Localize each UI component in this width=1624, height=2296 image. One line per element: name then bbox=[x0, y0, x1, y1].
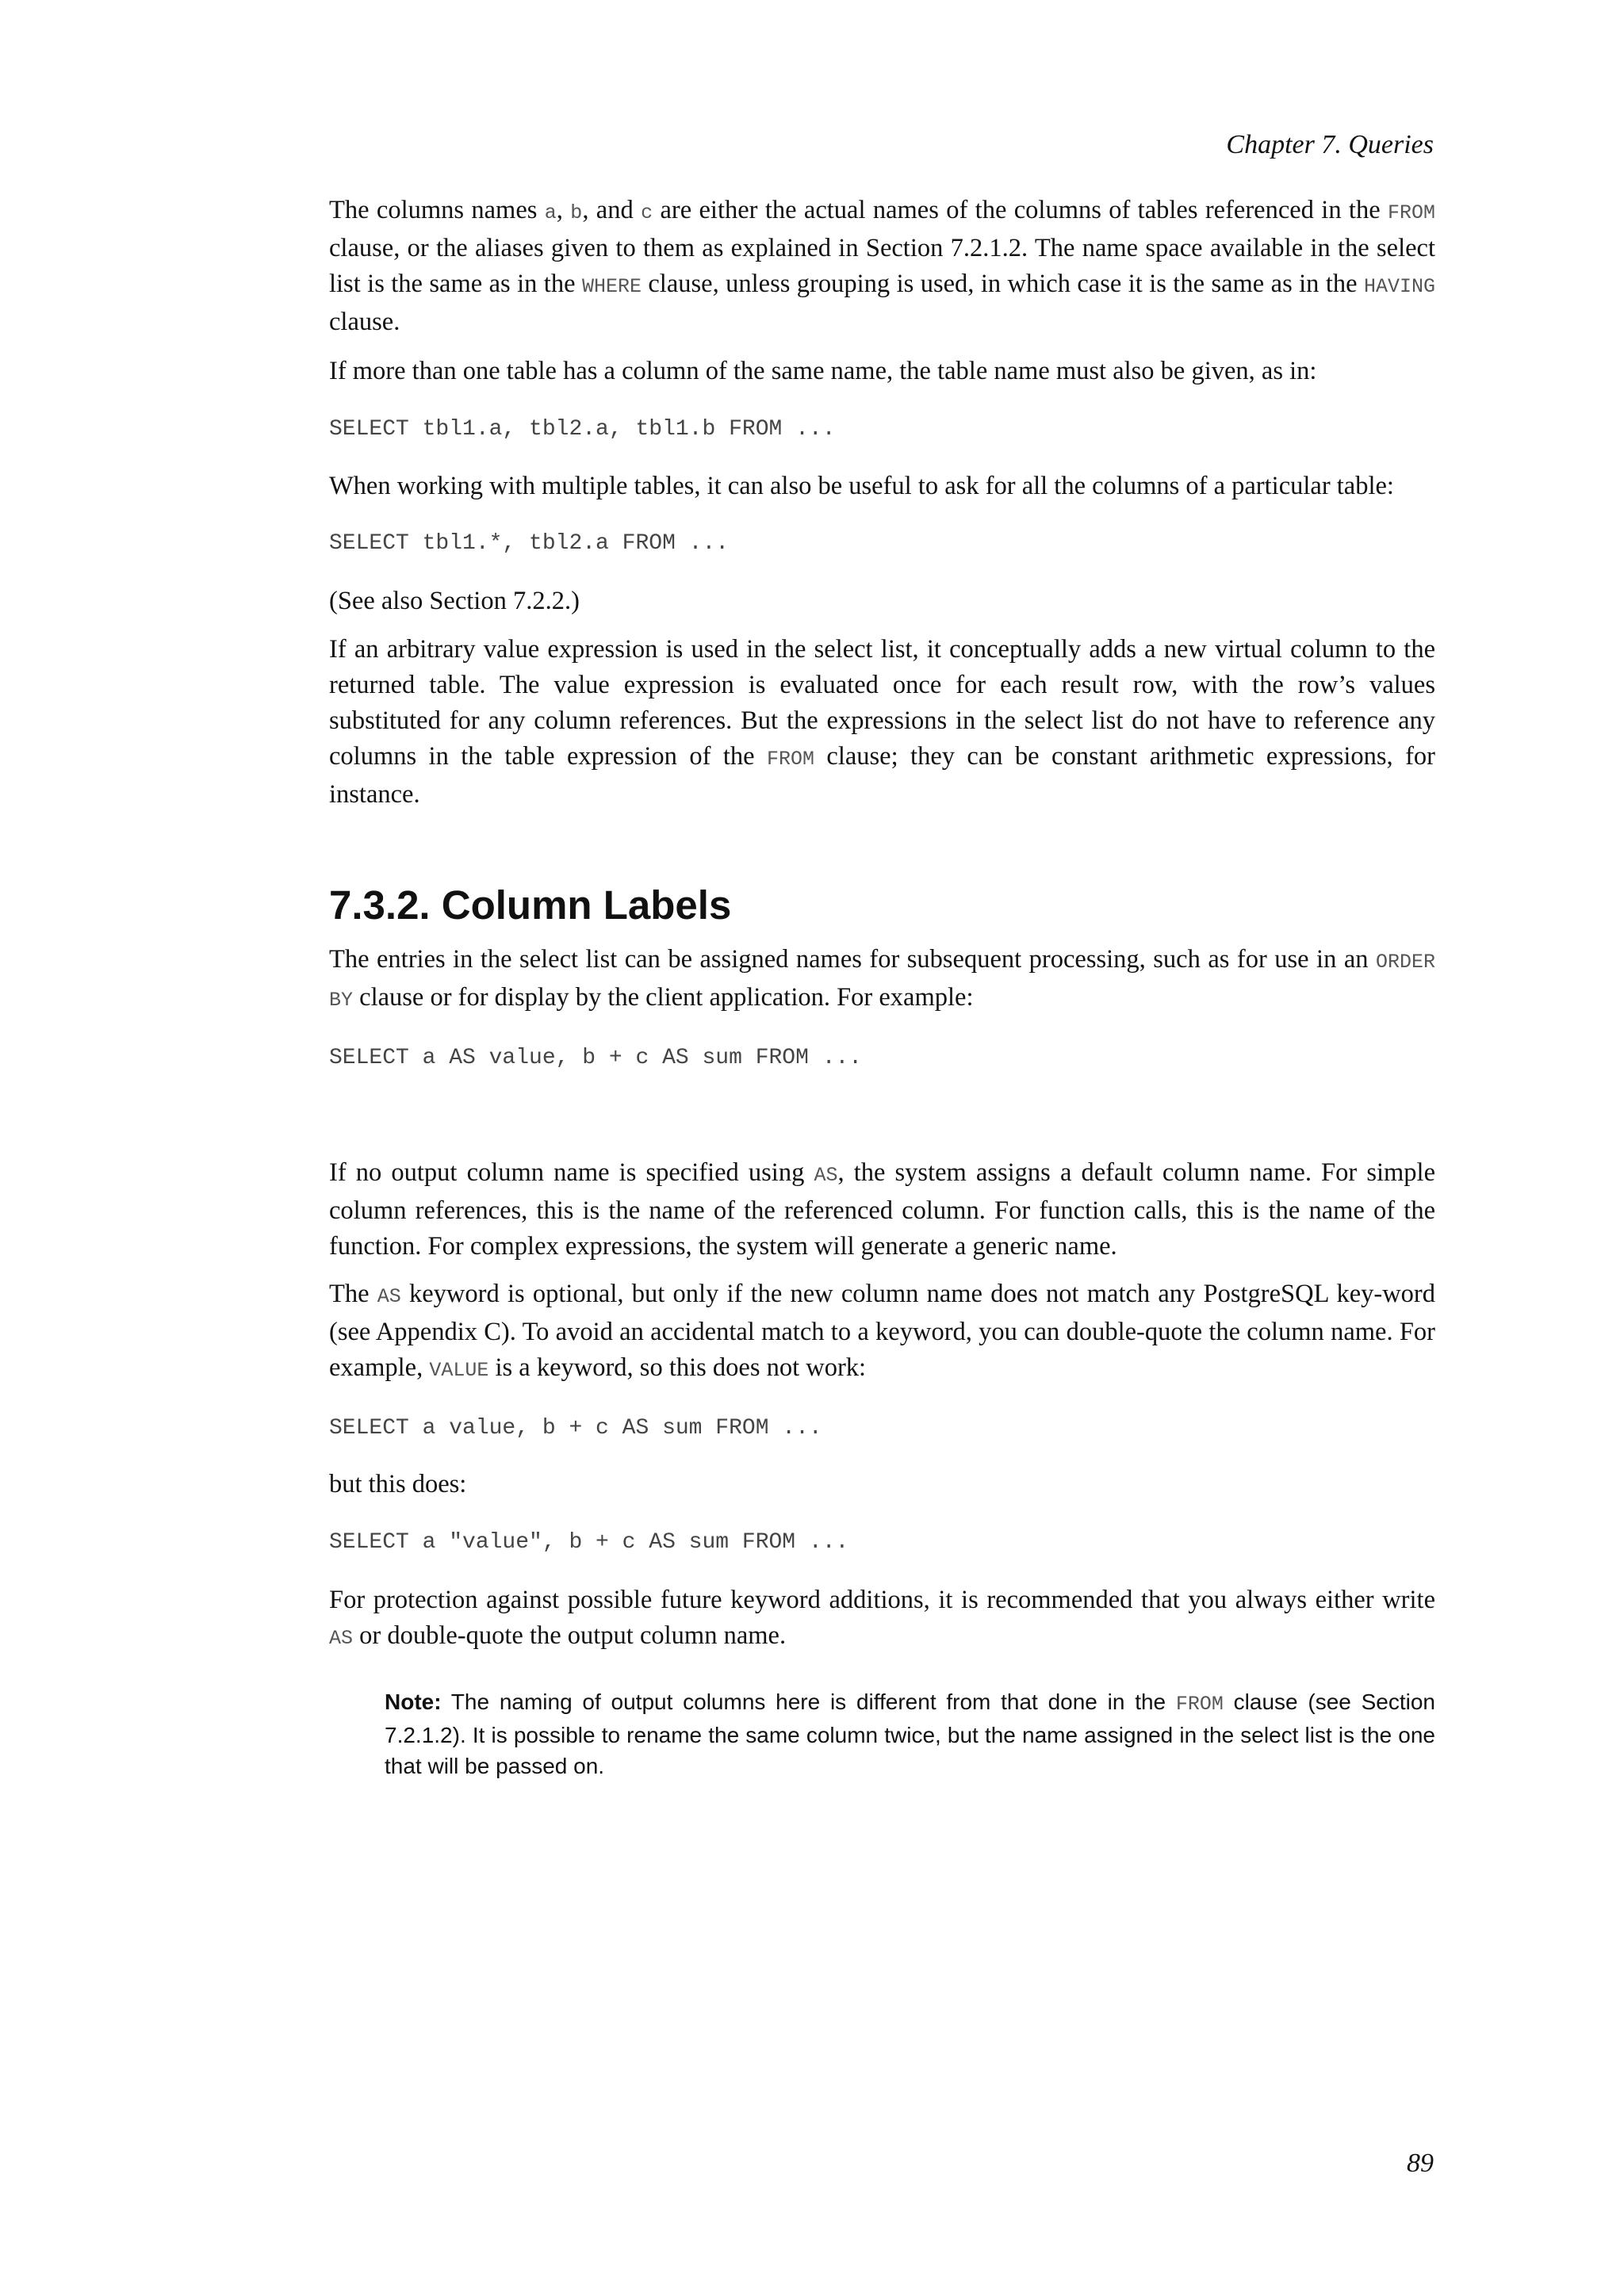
inline-code: AS bbox=[814, 1164, 838, 1187]
paragraph-multiple-tables: When working with multiple tables, it can also be useful to ask for all the columns of a particular table: bbox=[329, 472, 1394, 500]
paragraph-same-name: If more than one table has a column of the same name, the table name must also be given, as in: bbox=[329, 357, 1317, 385]
section-heading: 7.3.2. Column Labels bbox=[329, 882, 732, 928]
paragraph-select-list-names: The entries in the select list can be assigned names for subsequent processing, such as for use in an ORDER BY clause or for display by the client application. For example: bbox=[329, 945, 1435, 1012]
inline-code: c bbox=[641, 201, 653, 224]
inline-code: VALUE bbox=[429, 1359, 489, 1382]
inline-code: AS bbox=[377, 1285, 401, 1308]
code-example: SELECT tbl1.*, tbl2.a FROM ... bbox=[329, 531, 730, 556]
note-label: Note: bbox=[385, 1689, 442, 1714]
paragraph-value-expression: If an arbitrary value expression is used in the select list, it conceptually adds a new virtual column to the returned table. The value expression is evaluated once for each result row, with the row’s values substituted for any column references. But the expressions in the select list do not have to reference any columns in the table expression of the FROM clause; they can be constant arithmetic expressions, for instance. bbox=[329, 635, 1435, 809]
inline-code: WHERE bbox=[581, 275, 642, 298]
inline-code: FROM bbox=[1388, 201, 1436, 224]
code-example: SELECT tbl1.a, tbl2.a, tbl1.b FROM ... bbox=[329, 417, 836, 442]
inline-code: FROM bbox=[1175, 1693, 1224, 1716]
page-number: 89 bbox=[1407, 2149, 1434, 2178]
note-box: Note: The naming of output columns here is different from that done in the FROM clause (see Section 7.2.1.2). It is possible to rename the same column twice, but the name assigned in the select list is the one that will be passed on. bbox=[385, 1689, 1435, 1778]
paragraph-column-names: The columns names a, b, and c are either the actual names of the columns of tables referenced in the FROM clause, or the aliases given to them as explained in Section 7.2.1.2. The name space available in the select list is the same as in the WHERE clause, unless grouping is used, in which case it is the same as in the HAVING clause. bbox=[329, 196, 1436, 336]
inline-code: HAVING bbox=[1363, 275, 1435, 298]
paragraph-see-also: (See also Section 7.2.2.) bbox=[329, 587, 580, 615]
inline-code: a bbox=[544, 201, 557, 224]
paragraph-but-this-does: but this does: bbox=[329, 1470, 467, 1498]
inline-code: AS bbox=[329, 1627, 354, 1650]
inline-code: FROM bbox=[766, 748, 814, 771]
page-content bbox=[329, 193, 1435, 1781]
code-example: SELECT a AS value, b + c AS sum FROM ... bbox=[329, 1046, 863, 1070]
paragraph-as-keyword: The AS keyword is optional, but only if the new column name does not match any PostgreSQL key-word (see Appendix C). To avoid an accidental match to a keyword, you can double-quote the column name. For example, VALUE is a keyword, so this does not work: bbox=[329, 1280, 1435, 1382]
inline-code: ORDER BY bbox=[329, 951, 1435, 1012]
running-header: Chapter 7. Queries bbox=[1226, 130, 1434, 159]
inline-code: b bbox=[570, 201, 583, 224]
code-example: SELECT a "value", b + c AS sum FROM ... bbox=[329, 1530, 849, 1555]
paragraph-default-name: If no output column name is specified using AS, the system assigns a default column name. For simple column references, this is the name of the referenced column. For function calls, this is the name of the function. For complex expressions, the system will generate a generic name. bbox=[329, 1158, 1435, 1261]
paragraph-protection: For protection against possible future keyword additions, it is recommended that you always either write AS or double-quote the output column name. bbox=[329, 1586, 1435, 1650]
code-example: SELECT a value, b + c AS sum FROM ... bbox=[329, 1416, 822, 1441]
